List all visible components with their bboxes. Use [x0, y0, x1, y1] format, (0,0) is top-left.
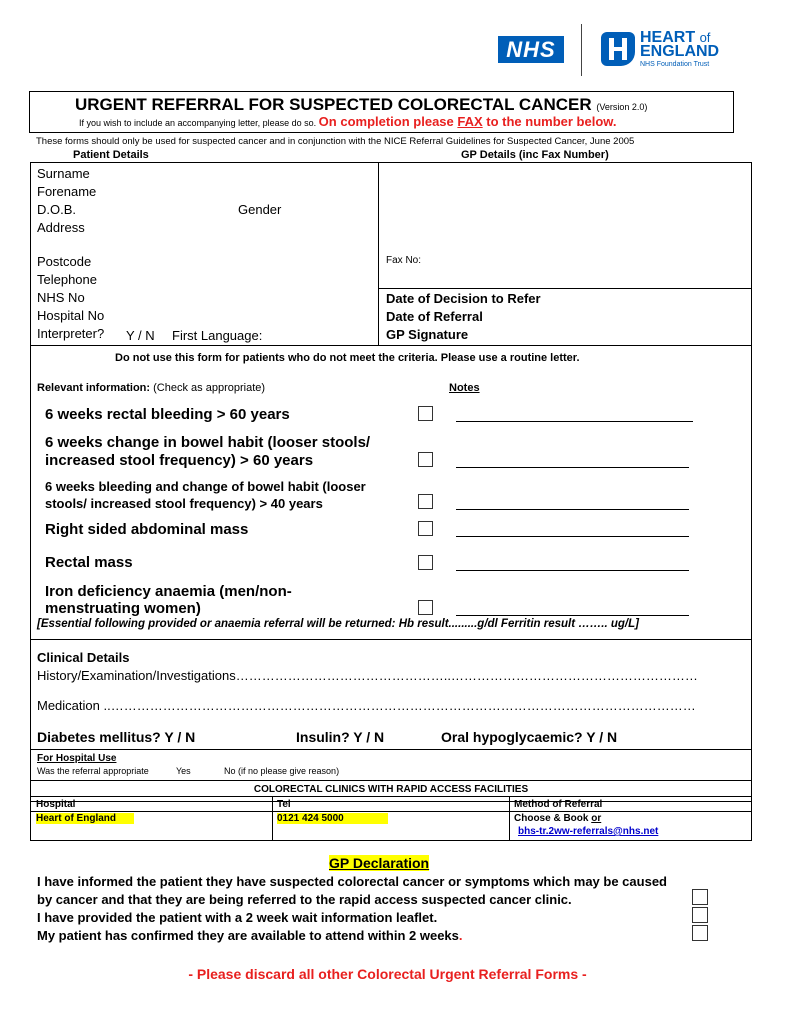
nice-note: These forms should only be used for suspected cancer and in conjunction with the NICE Referral Guidelines for Suspected Cancer, June 2005 [36, 136, 635, 147]
notes-line-4[interactable] [456, 536, 689, 537]
notes-line-2[interactable] [456, 467, 689, 468]
details-bottom-line [30, 345, 752, 346]
medication-field[interactable]: Medication ..……………………………………………………………………………………………………………………… [37, 698, 696, 713]
checkbox-anaemia[interactable] [418, 600, 433, 615]
discard-notice: - Please discard all other Colorectal Urgent Referral Forms - [188, 966, 587, 982]
notes-label: Notes [449, 382, 480, 394]
oral-hypoglycaemic-question[interactable]: Oral hypoglycaemic? Y / N [441, 729, 618, 745]
surname-label: Surname [37, 166, 90, 181]
insulin-question[interactable]: Insulin? Y / N [296, 729, 385, 745]
patient-details-heading: Patient Details [73, 149, 149, 161]
criteria-bottom-line [30, 639, 752, 640]
clinics-col-method: Method of Referral [514, 799, 603, 810]
heart-logo-mark [601, 32, 635, 66]
checkbox-rectal-bleeding[interactable] [418, 406, 433, 421]
heart-logo-of: of [699, 30, 711, 45]
form-version: (Version 2.0) [596, 102, 648, 112]
clinical-bottom-line [30, 749, 752, 750]
referral-date-label: Date of Referral [386, 309, 483, 324]
criteria-item-anaemia-line1: Iron deficiency anaemia (men/non- [45, 583, 292, 600]
clinics-col-hospital: Hospital [36, 799, 76, 810]
hospital-use-bottom-line [30, 780, 752, 781]
declaration-checkbox-1[interactable] [692, 889, 708, 905]
relevant-info [37, 382, 265, 394]
referral-email-link[interactable]: bhs-tr.2ww-referrals@nhs.net [518, 826, 659, 837]
logo-divider [581, 24, 582, 76]
relevant-note: (Check as appropriate) [153, 382, 266, 394]
form-title [75, 95, 647, 115]
clinic-hospital-name: Heart of England [36, 813, 134, 824]
declaration-line-3: I have provided the patient with a 2 week wait information leaflet. [37, 910, 438, 925]
criteria-item-rectal-bleeding: 6 weeks rectal bleeding > 60 years [45, 406, 290, 423]
form-title-text: URGENT REFERRAL FOR SUSPECTED COLORECTAL CANCER [75, 95, 592, 114]
fax-no-label: Fax No: [386, 255, 422, 266]
hospital-use-heading: For Hospital Use [37, 753, 117, 764]
diabetes-question[interactable]: Diabetes mellitus? Y / N [37, 729, 196, 745]
forename-label: Forename [37, 184, 97, 199]
criteria-item-anaemia-line2: menstruating women) [45, 600, 201, 617]
anaemia-essential-note: [Essential following provided or anaemia referral will be returned: Hb result.........g/dl Ferritin result …….. ug/L] [37, 618, 639, 630]
declaration-line-1: I have informed the patient they have suspected colorectal cancer or symptoms which may be caused [37, 874, 667, 889]
criteria-warning: Do not use this form for patients who do not meet the criteria. Please use a routine letter. [115, 352, 580, 364]
patient-gp-divider [378, 162, 379, 345]
notes-line-6[interactable] [456, 615, 689, 616]
criteria-item-bleeding-bowel-40-line2: stools/ increased stool frequency) > 40 years [45, 496, 323, 511]
gp-details-heading: GP Details (inc Fax Number) [461, 149, 609, 161]
relevant-label: Relevant information: [37, 382, 151, 394]
nhs-logo [498, 36, 564, 63]
gender-label: Gender [238, 202, 282, 217]
clinic-telephone: 0121 424 5000 [277, 813, 388, 824]
postcode-label: Postcode [37, 254, 92, 269]
gp-signature-label: GP Signature [386, 327, 469, 342]
checkbox-bowel-habit-60[interactable] [418, 452, 433, 467]
referral-appropriate-yes[interactable]: Yes [176, 766, 191, 776]
clinics-col-tel: Tel [277, 799, 291, 810]
letter-note-line [79, 114, 617, 129]
gp-declaration-heading: GP Declaration [329, 855, 430, 871]
telephone-label: Telephone [37, 272, 97, 287]
clinic-method-line [514, 813, 601, 824]
checkbox-abdominal-mass[interactable] [418, 521, 433, 536]
hospital-no-label: Hospital No [37, 308, 105, 323]
referral-appropriate-question: Was the referral appropriate [37, 766, 149, 776]
nhs-logo-text: NHS [506, 37, 556, 62]
history-field[interactable]: History/Examination/Investigations…………………………………………..………………………………………………… [37, 668, 698, 683]
checkbox-rectal-mass[interactable] [418, 555, 433, 570]
heart-of-england-logo [601, 30, 741, 72]
criteria-item-bleeding-bowel-40-line1: 6 weeks bleeding and change of bowel habit (looser [45, 479, 366, 494]
heart-logo-line1: HEART [640, 29, 696, 46]
declaration-line-4: My patient has confirmed they are available to attend within 2 weeks. [37, 928, 463, 943]
choose-and-book: Choose & Book [514, 813, 592, 824]
heart-logo-line3: NHS Foundation Trust [640, 61, 710, 68]
decision-date-label: Date of Decision to Refer [386, 291, 541, 306]
notes-line-3[interactable] [456, 509, 689, 510]
notes-line-1[interactable] [456, 421, 693, 422]
notes-line-5[interactable] [456, 570, 689, 571]
letter-note: If you wish to include an accompanying letter, please do so. [79, 118, 317, 128]
criteria-item-abdominal-mass: Right sided abdominal mass [45, 521, 249, 538]
interpreter-label: Interpreter? [37, 326, 105, 341]
dob-label: D.O.B. [37, 202, 77, 217]
declaration-checkbox-2[interactable] [692, 907, 708, 923]
gp-fax-divider [378, 288, 752, 289]
criteria-item-rectal-mass: Rectal mass [45, 554, 133, 571]
declaration-checkbox-3[interactable] [692, 925, 708, 941]
interpreter-yn[interactable]: Y / N [126, 328, 155, 343]
checkbox-bleeding-bowel-40[interactable] [418, 494, 433, 509]
declaration-line-2: by cancer and that they are being referred to the rapid access suspected cancer clinic. [37, 892, 572, 907]
clinical-details-heading: Clinical Details [37, 650, 130, 665]
first-language-label: First Language: [172, 328, 263, 343]
heart-logo-line2: ENGLAND [640, 43, 720, 60]
criteria-item-bowel-habit-60-line1: 6 weeks change in bowel habit (looser stools/ [45, 434, 371, 451]
address-label: Address [37, 220, 85, 235]
fax-instruction: On completion please FAX to the number below. [318, 114, 617, 129]
method-or: or [591, 813, 602, 824]
referral-appropriate-no[interactable]: No (if no please give reason) [224, 766, 340, 776]
criteria-item-bowel-habit-60-line2: increased stool frequency) > 60 years [45, 452, 314, 469]
clinics-heading: COLORECTAL CLINICS WITH RAPID ACCESS FACILITIES [253, 784, 529, 795]
nhs-no-label: NHS No [37, 290, 85, 305]
